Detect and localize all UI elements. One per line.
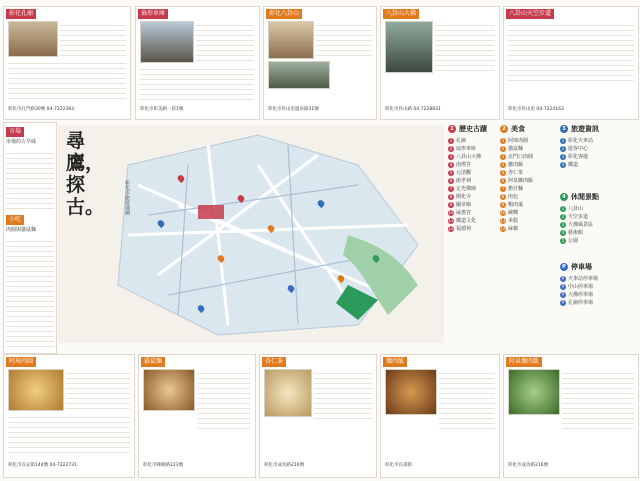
meatball-photo — [8, 369, 64, 411]
legend-item[interactable]: 12 福德祠 — [448, 226, 472, 232]
bottom-panel-1 — [3, 354, 135, 478]
panel-address: 彰化市長安街144號 04-7222731 — [8, 463, 77, 468]
panel-text — [562, 369, 634, 429]
subtitle: 彰化市旅遊地圖 — [124, 180, 130, 215]
top-panel-2 — [135, 6, 260, 120]
bottom-panel-4 — [380, 354, 500, 478]
panel-tag: 杏仁茶 — [262, 357, 286, 367]
panel-tag: 阿泉爌肉飯 — [506, 357, 542, 367]
panel-tag: 彰化孔廟 — [6, 9, 36, 19]
panel-address: 彰化市長壽街 — [385, 463, 412, 468]
top-panel-5 — [503, 6, 639, 120]
almond-tea-photo — [264, 369, 312, 417]
left-text-1 — [6, 149, 54, 209]
legend-item[interactable]: 1 彰化火車站 — [561, 138, 594, 144]
panel-text — [508, 21, 634, 81]
temple-photo — [8, 21, 58, 57]
legend — [444, 122, 638, 344]
legend-item[interactable]: 2 天空步道 — [561, 214, 589, 220]
legend-item[interactable]: 11 米糕 — [500, 218, 519, 224]
legend-item[interactable]: 8 肉包 — [501, 194, 519, 200]
legend-parking-head: P 停車場 — [560, 262, 592, 272]
legend-item[interactable]: 8 開化寺 — [449, 194, 472, 200]
panel-text-2 — [140, 65, 254, 101]
top-panel-3 — [263, 6, 377, 120]
legend-item[interactable]: 1 孔廟 — [449, 138, 467, 144]
panel-text — [439, 369, 495, 429]
legend-item[interactable]: P 孔廟停車場 — [561, 300, 594, 306]
top-panel-4 — [380, 6, 500, 120]
panel-address: 彰化市孔門路30號 04-7222363 — [8, 107, 75, 112]
top-panel-1 — [3, 6, 131, 120]
legend-food-head: 2 美食 — [500, 124, 525, 134]
panel-address: 彰化市成功路216號 — [508, 463, 549, 468]
left-tag-2: 小吃 — [6, 215, 24, 225]
panel-address: 彰化市卦山路 04-7228831 — [385, 107, 441, 112]
bottom-panel-2 — [138, 354, 256, 478]
panel-text — [197, 369, 251, 429]
legend-item[interactable]: 2 貓鼠麵 — [501, 146, 524, 152]
left-title-1: 市場的古早味 — [6, 139, 37, 145]
legend-item[interactable]: P 大佛停車場 — [561, 292, 594, 298]
street-photo — [268, 61, 330, 89]
legend-item[interactable]: 9 鴨肉羹 — [501, 202, 524, 208]
legend-item[interactable]: 3 彰化客運 — [561, 154, 589, 160]
panel-tag: 八卦山天空步道 — [506, 9, 554, 19]
legend-item[interactable]: 3 北門口肉圓 — [501, 154, 534, 160]
left-tag-1: 市場 — [6, 127, 24, 137]
panel-text — [316, 21, 372, 57]
left-column — [3, 122, 57, 354]
legend-item[interactable]: P 中山停車場 — [561, 284, 594, 290]
panel-text-2 — [8, 59, 126, 99]
left-title-2: 肉圓與貓鼠麵 — [6, 227, 37, 233]
legend-item[interactable]: 5 元清觀 — [449, 170, 472, 176]
panel-text — [66, 369, 130, 409]
legend-item[interactable]: 7 定光佛廟 — [449, 186, 477, 192]
panel-tag: 貓鼠麵 — [141, 357, 165, 367]
panel-tag: 八卦山大佛 — [383, 9, 419, 19]
legend-item[interactable]: 3 大佛風景區 — [561, 222, 594, 228]
legend-item[interactable]: 9 關帝廟 — [449, 202, 472, 208]
legend-item[interactable]: 12 麻糬 — [500, 226, 519, 232]
pork-rice-photo — [385, 369, 437, 415]
gate-photo — [268, 21, 314, 59]
legend-item[interactable]: 1 八卦山 — [561, 206, 584, 212]
legend-item[interactable]: 2 扇形車庫 — [449, 146, 477, 152]
buddha-photo — [385, 21, 433, 73]
legend-item[interactable]: 4 爌肉飯 — [501, 162, 524, 168]
panel-text — [196, 21, 254, 61]
legend-item[interactable]: 2 遊客中心 — [561, 146, 589, 152]
panel-text — [314, 369, 372, 419]
legend-leisure-head: 4 休閒景點 — [560, 192, 599, 202]
legend-item[interactable]: 3 八卦山大佛 — [449, 154, 482, 160]
legend-item[interactable]: 10 威惠宮 — [448, 210, 472, 216]
legend-item[interactable]: 6 節孝祠 — [449, 178, 472, 184]
bottom-panel-3 — [259, 354, 377, 478]
panel-address: 彰化市彰美路一段1號 — [140, 107, 184, 112]
panel-address: 彰化市成功路216號 — [264, 463, 305, 468]
legend-item[interactable]: 5 公園 — [561, 238, 579, 244]
legend-item[interactable]: 7 擔仔麵 — [501, 186, 524, 192]
panel-tag: 彰化八卦山 — [266, 9, 302, 19]
legend-item[interactable]: 10 碗粿 — [500, 210, 519, 216]
legend-item[interactable]: 4 鐵道 — [561, 162, 579, 168]
panel-tag: 扇形車庫 — [138, 9, 168, 19]
panel-text-2 — [8, 413, 130, 457]
panel-address: 彰化市陳稜路223號 — [143, 463, 184, 468]
dish-photo — [508, 369, 560, 415]
legend-item[interactable]: 6 阿泉爌肉飯 — [501, 178, 534, 184]
legend-item[interactable]: P 火車站停車場 — [561, 276, 599, 282]
headline: 尋鷹，探古。 — [66, 130, 105, 218]
panel-text — [435, 21, 495, 71]
legend-history-head: 1 歷史古蹟 — [448, 124, 487, 134]
legend-item[interactable]: 5 杏仁茶 — [501, 170, 524, 176]
legend-item[interactable]: 4 藝術館 — [561, 230, 584, 236]
train-garage-photo — [140, 21, 194, 63]
panel-address: 彰化市卦山里溫泉路31號 — [268, 107, 319, 112]
legend-item[interactable]: 1 阿璋肉圓 — [501, 138, 529, 144]
bottom-panel-5 — [503, 354, 639, 478]
noodle-photo — [143, 369, 195, 411]
panel-tag: 爌肉飯 — [383, 357, 407, 367]
left-text-2 — [6, 237, 54, 347]
legend-item[interactable]: 11 鐵道文化 — [448, 218, 477, 224]
panel-tag: 阿璋肉圓 — [6, 357, 36, 367]
legend-item[interactable]: 4 南瑤宮 — [449, 162, 472, 168]
legend-travel-head: 3 旅遊資訊 — [560, 124, 599, 134]
panel-address: 彰化市卦山里 04-7224163 — [508, 107, 564, 112]
